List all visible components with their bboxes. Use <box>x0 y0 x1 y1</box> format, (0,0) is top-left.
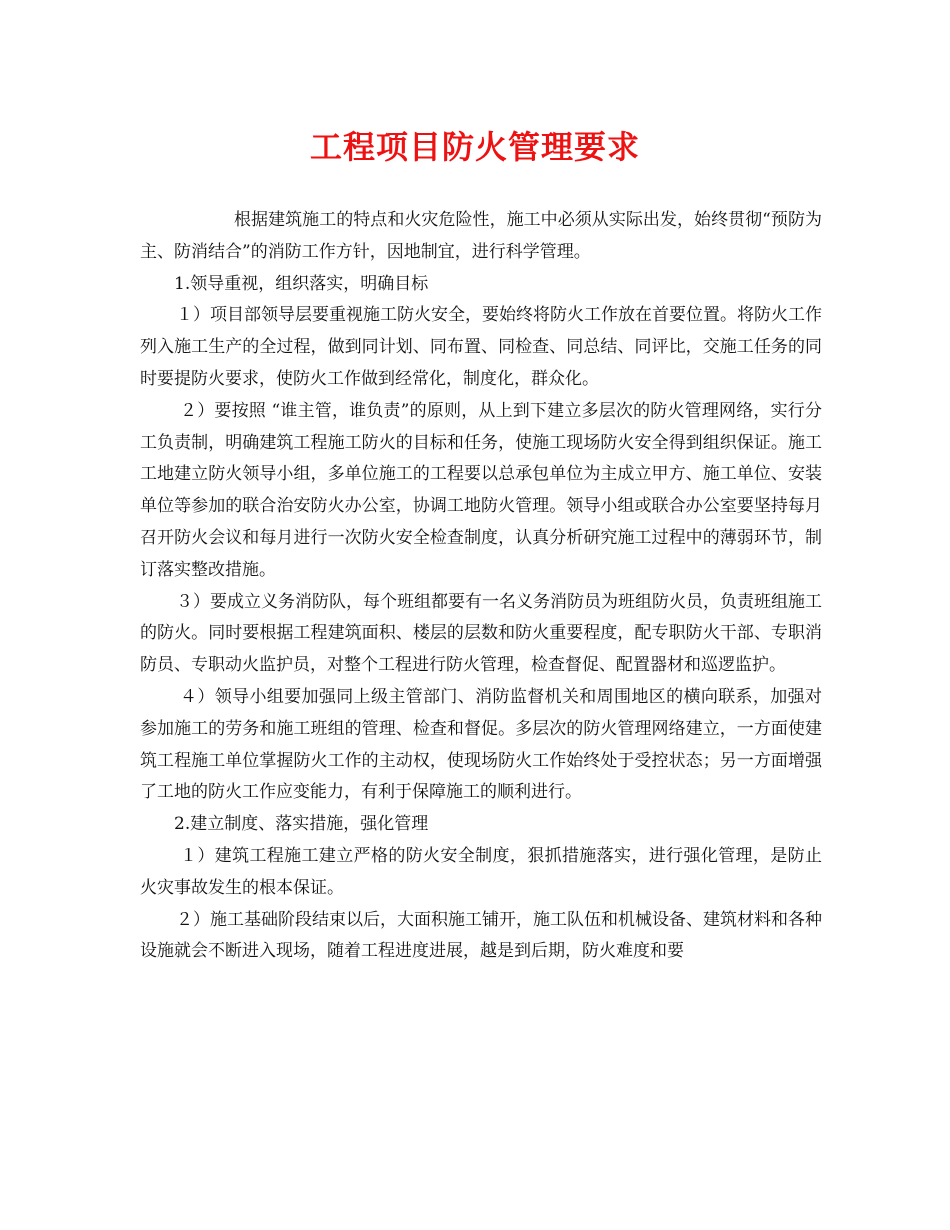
paragraph-1-1: １）项目部领导层要重视施工防火安全，要始终将防火工作放在首要位置。将防火工作列入施工生产的全过程，做到同计划、同布置、同检查、同总结、同评比，交施工任务的同时要提防火要求，使防火工作做到经常化，制度化，群众化。 <box>140 305 822 389</box>
section-heading-1: 1.领导重视，组织落实，明确目标 <box>174 273 429 294</box>
paragraph-intro: 根据建筑施工的特点和火灾危险性，施工中必须从实际出发，始终贯彻“预防为主、防消结合”的消防工作方针，因地制宜，进行科学管理。 <box>140 210 822 262</box>
document-title: 工程项目防火管理要求 <box>309 128 640 166</box>
paragraph-2-2: ２）施工基础阶段结束以后，大面积施工铺开，施工队伍和机械设备、建筑材料和各种设施就会不断进入现场，随着工程进度进展，越是到后期，防火难度和要 <box>140 909 822 962</box>
paragraph-2-1: １）建筑工程施工建立严格的防火安全制度，狠抓措施落实，进行强化管理，是防止火灾事故发生的根本保证。 <box>140 845 822 898</box>
section-heading-2: 2.建立制度、落实措施，强化管理 <box>174 814 429 835</box>
paragraph-1-4: ４）领导小组要加强同上级主管部门、消防监督机关和周围地区的横向联系，加强对参加施工的劳务和施工班组的管理、检查和督促。多层次的防火管理网络建立，一方面使建筑工程施工单位掌握防火工作的主动权，使现场防火工作始终处于受控状态；另一方面增强了工地的防火工作应变能力，有利于保障施工的顺利进行。 <box>140 686 822 803</box>
paragraph-1-3: ３）要成立义务消防队，每个班组都要有一名义务消防员为班组防火员，负责班组施工的防火。同时要根据工程建筑面积、楼层的层数和防火重要程度，配专职防火干部、专职消防员、专职动火监护员，对整个工程进行防火管理，检查督促、配置器材和巡逻监护。 <box>140 591 822 676</box>
paragraph-1-2: ２）要按照 “谁主管，谁负责”的原则，从上到下建立多层次的防火管理网络，实行分工负责制，明确建筑工程施工防火的目标和任务，使施工现场防火安全得到组织保证。施工工地建立防火领导小组，多单位施工的工程要以总承包单位为主成立甲方、施工单位、安装单位等参加的联合治安防火办公室，协调工地防火管理。领导小组或联合办公室要坚持每月召开防火会议和每月进行一次防火安全检查制度，认真分析研究施工过程中的薄弱环节，制订落实整改措施。 <box>140 400 822 580</box>
document-body <box>140 205 822 968</box>
